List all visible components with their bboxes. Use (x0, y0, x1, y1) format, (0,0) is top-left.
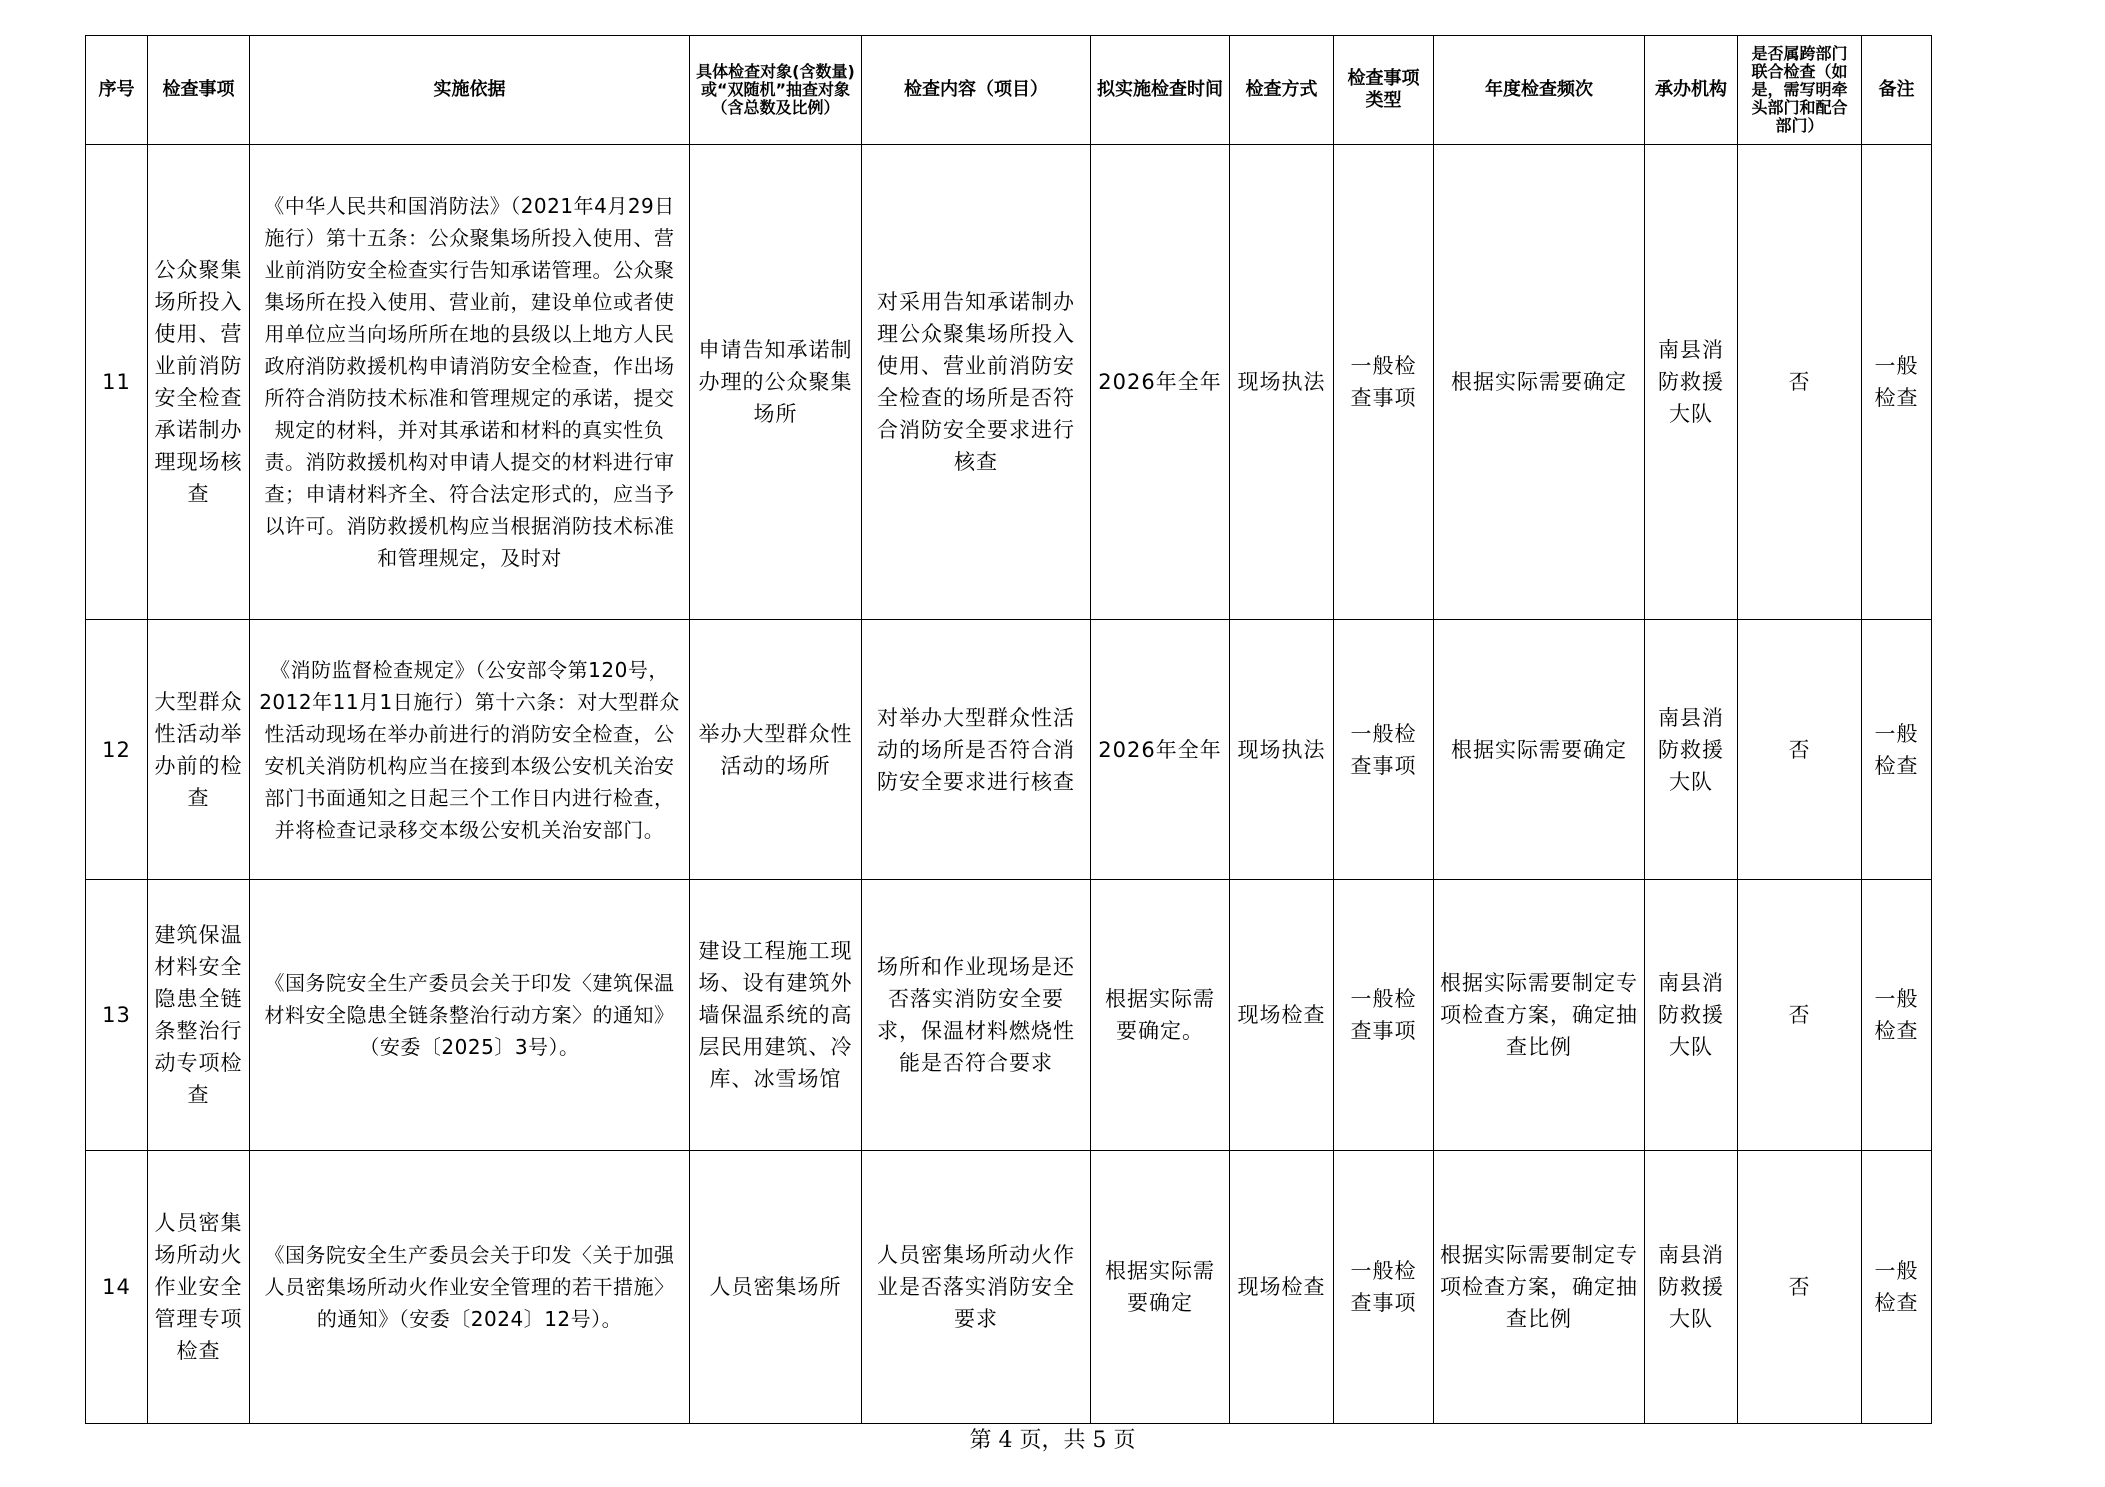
header-type: 检查事项类型 (1334, 36, 1434, 145)
header-seq: 序号 (86, 36, 148, 145)
cell-agency: 南县消防救援大队 (1645, 145, 1738, 620)
cell-content: 场所和作业现场是还否落实消防安全要求，保温材料燃烧性能是否符合要求 (862, 880, 1091, 1151)
table-row (86, 880, 1932, 1151)
cell-seq: 12 (86, 620, 148, 880)
cell-joint: 否 (1738, 145, 1862, 620)
cell-seq: 11 (86, 145, 148, 620)
cell-basis (250, 880, 690, 1151)
cell-object: 人员密集场所 (690, 1151, 862, 1424)
header-content: 检查内容（项目） (862, 36, 1091, 145)
basis-text: 《国务院安全生产委员会关于印发〈关于加强人员密集场所动火作业安全管理的若干措施〉的通知》（安委〔2024〕12号）。 (264, 1243, 675, 1331)
table-row (86, 145, 1932, 620)
header-frequency: 年度检查频次 (1434, 36, 1645, 145)
header-basis: 实施依据 (250, 36, 690, 145)
cell-basis (250, 620, 690, 880)
cell-agency: 南县消防救援大队 (1645, 620, 1738, 880)
cell-seq: 14 (86, 1151, 148, 1424)
cell-time: 2026年全年 (1091, 145, 1230, 620)
cell-remark: 一般检查 (1862, 145, 1932, 620)
header-object: 具体检查对象(含数量)或“双随机”抽查对象（含总数及比例） (690, 36, 862, 145)
cell-remark: 一般检查 (1862, 1151, 1932, 1424)
cell-method: 现场检查 (1230, 880, 1334, 1151)
cell-remark: 一般检查 (1862, 620, 1932, 880)
cell-method: 现场执法 (1230, 620, 1334, 880)
cell-item: 大型群众性活动举办前的检查 (148, 620, 250, 880)
cell-seq: 13 (86, 880, 148, 1151)
cell-item: 建筑保温材料安全隐患全链条整治行动专项检查 (148, 880, 250, 1151)
cell-agency: 南县消防救援大队 (1645, 1151, 1738, 1424)
cell-basis (250, 1151, 690, 1424)
cell-remark: 一般检查 (1862, 880, 1932, 1151)
cell-method: 现场执法 (1230, 145, 1334, 620)
cell-frequency: 根据实际需要确定 (1434, 145, 1645, 620)
cell-content: 对采用告知承诺制办理公众聚集场所投入使用、营业前消防安全检查的场所是否符合消防安全要求进行核查 (862, 145, 1091, 620)
cell-content: 对举办大型群众性活动的场所是否符合消防安全要求进行核查 (862, 620, 1091, 880)
basis-text: 《国务院安全生产委员会关于印发〈建筑保温材料安全隐患全链条整治行动方案〉的通知》（安委〔2025〕3号）。 (264, 971, 675, 1059)
table-row (86, 620, 1932, 880)
cell-type: 一般检查事项 (1334, 620, 1434, 880)
cell-joint: 否 (1738, 620, 1862, 880)
header-remark: 备注 (1862, 36, 1932, 145)
cell-type: 一般检查事项 (1334, 880, 1434, 1151)
cell-frequency: 根据实际需要制定专项检查方案，确定抽查比例 (1434, 880, 1645, 1151)
cell-item: 公众聚集场所投入使用、营业前消防安全检查承诺制办理现场核查 (148, 145, 250, 620)
header-joint: 是否属跨部门联合检查（如是，需写明牵头部门和配合部门） (1738, 36, 1862, 145)
cell-object: 建设工程施工现场、设有建筑外墙保温系统的高层民用建筑、冷库、冰雪场馆 (690, 880, 862, 1151)
page-number: 第 4 页，共 5 页 (969, 1428, 1136, 1453)
header-time: 拟实施检查时间 (1091, 36, 1230, 145)
cell-object: 申请告知承诺制办理的公众聚集场所 (690, 145, 862, 620)
cell-joint: 否 (1738, 1151, 1862, 1424)
header-agency: 承办机构 (1645, 36, 1738, 145)
cell-agency: 南县消防救援大队 (1645, 880, 1738, 1151)
table-row (86, 1151, 1932, 1424)
cell-type: 一般检查事项 (1334, 1151, 1434, 1424)
header-method: 检查方式 (1230, 36, 1334, 145)
cell-joint: 否 (1738, 880, 1862, 1151)
cell-frequency: 根据实际需要制定专项检查方案，确定抽查比例 (1434, 1151, 1645, 1424)
header-item: 检查事项 (148, 36, 250, 145)
cell-content: 人员密集场所动火作业是否落实消防安全要求 (862, 1151, 1091, 1424)
cell-type: 一般检查事项 (1334, 145, 1434, 620)
cell-frequency: 根据实际需要确定 (1434, 620, 1645, 880)
cell-time: 2026年全年 (1091, 620, 1230, 880)
cell-method: 现场检查 (1230, 1151, 1334, 1424)
basis-text: 《中华人民共和国消防法》（2021年4月29日施行）第十五条：公众聚集场所投入使用、营业前消防安全检查实行告知承诺管理。公众聚集场所在投入使用、营业前，建设单位或者使用单位应当向场所所在地的县级以上地方人民政府消防救援机构申请消防安全检查，作出场所符合消防技术标准和管理规定的承诺，提交规定的材料，并对其承诺和材料的真实性负责。消防救援机构对申请人提交的材料进行审查；申请材料齐全、符合法定形式的，应当予以许可。消防救援机构应当根据消防技术标准和管理规定，及时对 (264, 194, 675, 570)
cell-item: 人员密集场所动火作业安全管理专项检查 (148, 1151, 250, 1424)
inspection-table (85, 35, 1932, 1424)
cell-object: 举办大型群众性活动的场所 (690, 620, 862, 880)
cell-time: 根据实际需要确定 (1091, 1151, 1230, 1424)
header-row (86, 36, 1932, 145)
cell-basis (250, 145, 690, 620)
cell-time: 根据实际需要确定。 (1091, 880, 1230, 1151)
basis-text: 《消防监督检查规定》（公安部令第120号，2012年11月1日施行）第十六条：对大型群众性活动现场在举办前进行的消防安全检查，公安机关消防机构应当在接到本级公安机关治安部门书面通知之日起三个工作日内进行检查，并将检查记录移交本级公安机关治安部门。 (259, 657, 680, 842)
